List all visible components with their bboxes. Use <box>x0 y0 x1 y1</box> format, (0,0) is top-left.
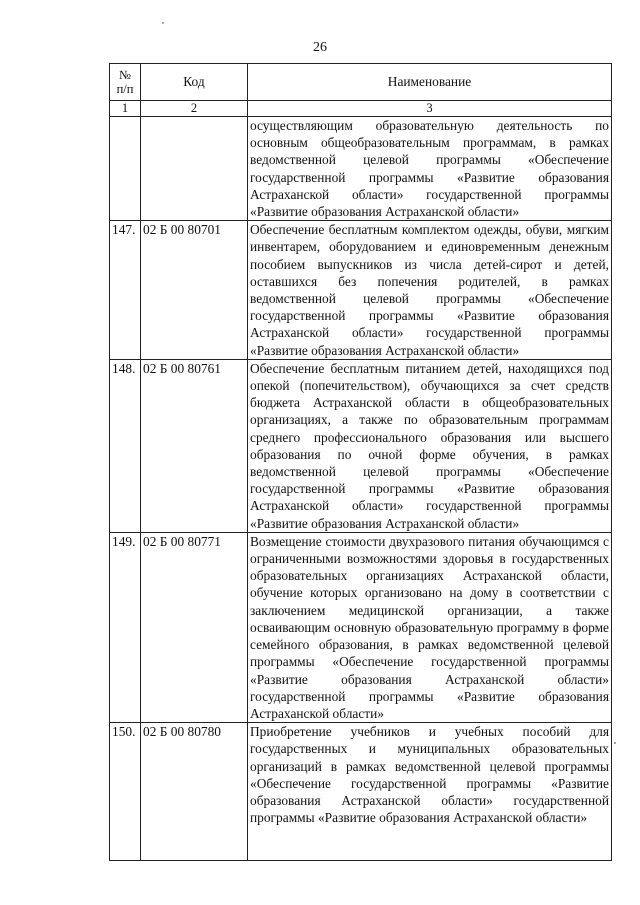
table-row <box>110 532 612 722</box>
table-header-row <box>110 64 612 101</box>
row-code <box>141 117 248 221</box>
page-number: 26 <box>313 40 327 55</box>
table-row <box>110 359 612 532</box>
row-name: Возмещение стоимости двухразового питания обучающимся с ограниченными возможностями здоровья в государственных образовательных организациях Астраханской области, обучение которых организовано на дому в соответствии с заключением медицинской организации, а также осваивающим основную образовательную программу в форме семейного образования, в рамках ведомственной целевой программы «Обеспечение государственной программы «Развитие образования Астраханской области» государственной программы «Развитие образования Астраханской области» <box>248 532 612 722</box>
row-number <box>110 117 141 221</box>
row-number: 150. <box>110 723 141 861</box>
table-row <box>110 723 612 861</box>
header-num-label: № п/п <box>116 68 134 96</box>
header-name: Наименование <box>248 64 612 101</box>
table-row <box>110 221 612 360</box>
header-code: Код <box>141 64 248 101</box>
column-index-row <box>110 101 612 117</box>
row-name: Приобретение учебников и учебных пособий для государственных и муниципальных образовательных организаций в рамках ведомственной целевой программы «Обеспечение государственной программы «Развитие образования Астраханской области» государственной программы «Развитие образования Астраханской области» <box>248 723 612 861</box>
header-num <box>110 64 141 101</box>
column-index: 2 <box>141 101 248 117</box>
table-row <box>110 117 612 221</box>
row-name: осуществляющим образовательную деятельность по основным общеобразовательным программам, в рамках ведомственной целевой программы «Обеспечение государственной программы «Развитие образования Астраханской области» государственной программы «Развитие образования Астраханской области» <box>248 117 612 221</box>
row-code: 02 Б 00 80771 <box>141 532 248 722</box>
budget-classification-table <box>109 63 612 861</box>
column-index: 3 <box>248 101 612 117</box>
row-name: Обеспечение бесплатным комплектом одежды, обуви, мягким инвентарем, оборудованием и единовременным денежным пособием выпускников из числа детей-сирот и детей, оставшихся без попечения родителей, в рамках ведомственной целевой программы «Обеспечение государственной программы «Развитие образования Астраханской области» государственной программы «Развитие образования Астраханской области» <box>248 221 612 360</box>
column-index: 1 <box>110 101 141 117</box>
row-name: Обеспечение бесплатным питанием детей, находящихся под опекой (попечительством), обучающихся за счет средств бюджета Астраханской области в общеобразовательных организациях, а также по образовательным программам среднего профессионального образования или высшего образования по очной форме обучения, в рамках ведомственной целевой программы «Обеспечение государственной программы «Развитие образования Астраханской области» государственной программы «Развитие образования Астраханской области» <box>248 359 612 532</box>
row-number: 149. <box>110 532 141 722</box>
scan-speck <box>614 742 616 744</box>
row-number: 147. <box>110 221 141 360</box>
row-code: 02 Б 00 80780 <box>141 723 248 861</box>
row-code: 02 Б 00 80701 <box>141 221 248 360</box>
row-code: 02 Б 00 80761 <box>141 359 248 532</box>
row-number: 148. <box>110 359 141 532</box>
scan-speck <box>162 22 164 24</box>
